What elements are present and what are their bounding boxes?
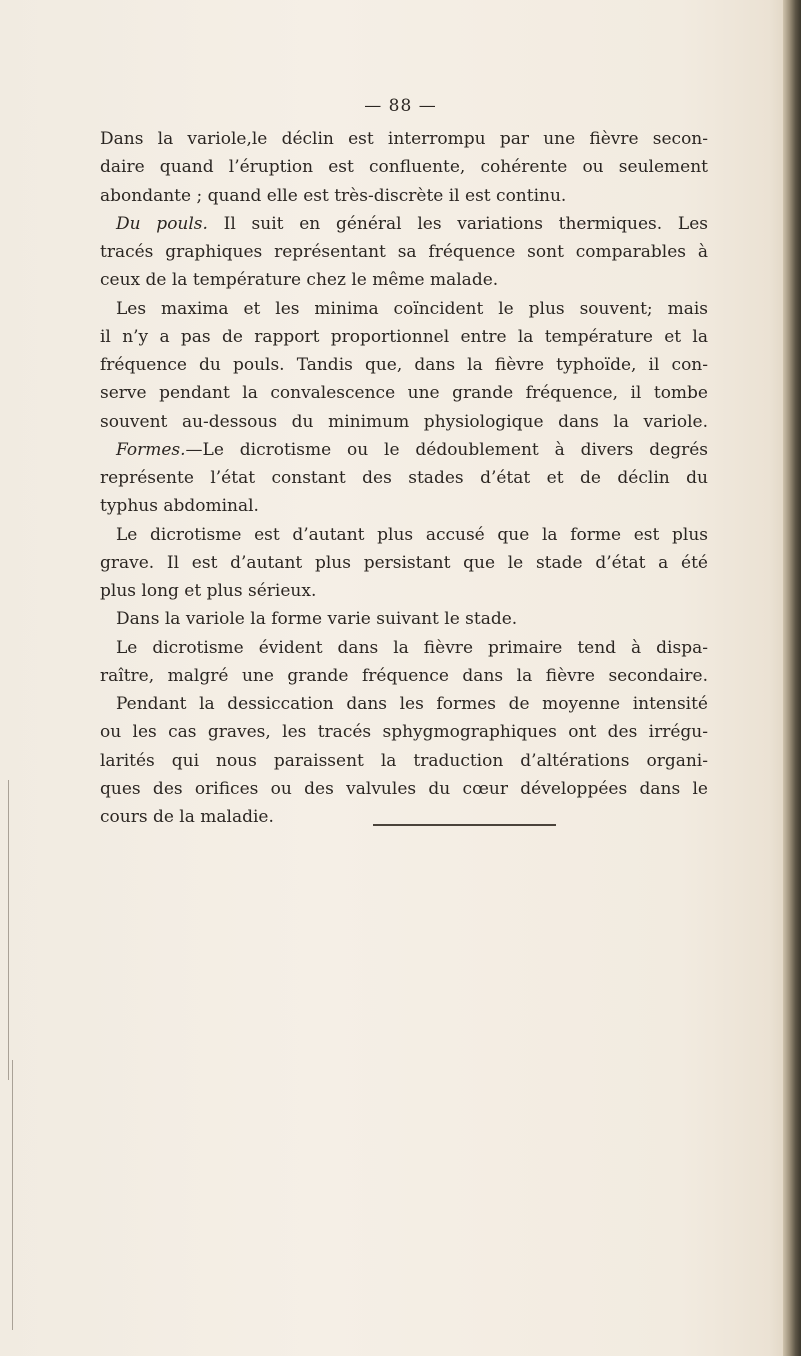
text-line [100, 549, 708, 577]
text-line-content: ques des orifices ou des valvules du cœur développées dans le [100, 778, 708, 799]
text-line-content: souvent au-dessous du minimum physiologique dans la variole. [100, 411, 708, 432]
text-line [100, 266, 708, 294]
text-line-content: ceux de la température chez le même malade. [100, 270, 499, 291]
text-line [100, 747, 708, 775]
text-line [100, 521, 708, 549]
text-line [100, 323, 708, 351]
text-line [100, 379, 708, 407]
text-line [100, 803, 708, 831]
text-line [100, 634, 708, 662]
text-line [100, 577, 708, 605]
text-line [100, 436, 708, 464]
text-line [100, 718, 708, 746]
text-line [100, 153, 708, 181]
text-line-content: fréquence du pouls. Tandis que, dans la fièvre typhoïde, il con- [100, 355, 708, 375]
text-line-content: Pendant la dessiccation dans les formes de moyenne intensité [116, 694, 708, 714]
text-line [100, 662, 708, 690]
text-line [100, 605, 708, 633]
text-line [100, 125, 708, 153]
section-divider-rule [373, 824, 556, 826]
text-line [100, 775, 708, 803]
text-line-content: abondante ; quand elle est très-discrète il est continu. [100, 185, 567, 206]
text-line-content: serve pendant la convalescence une grande fréquence, il tombe [100, 383, 708, 404]
text-line-content: plus long et plus sérieux. [100, 581, 317, 601]
page-number: — 88 — [364, 96, 437, 116]
text-line-content: Dans la variole,le déclin est interrompu par une fièvre secon- [100, 129, 708, 149]
text-line [100, 492, 708, 520]
text-line-content: daire quand l’éruption est confluente, cohérente ou seulement [100, 157, 708, 178]
text-line-content: cours de la maladie. [100, 807, 274, 827]
section-heading: Du pouls. [116, 213, 208, 234]
text-line [100, 690, 708, 718]
text-line [100, 210, 708, 238]
text-line-content: Les maxima et les minima coïncident le plus souvent; mais [116, 298, 708, 319]
text-line-content: raître, malgré une grande fréquence dans la fièvre secondaire. [100, 665, 708, 686]
text-line-content: Le dicrotisme est d’autant plus accusé que la forme est plus [116, 524, 708, 545]
text-line-content: Il suit en général les variations thermiques. Les [207, 213, 708, 234]
text-line [100, 351, 708, 379]
text-line-content: larités qui nous paraissent la traduction d’altérations organi- [100, 750, 708, 771]
page-binding-edge [783, 0, 801, 1356]
text-line [100, 464, 708, 492]
text-line [100, 408, 708, 436]
text-line-content: ou les cas graves, les tracés sphygmographiques ont des irrégu- [100, 722, 708, 743]
text-line [100, 295, 708, 323]
left-edge-mark [12, 1060, 13, 1330]
text-line-content: représente l’état constant des stades d’état et de déclin du [100, 468, 708, 488]
body-text [100, 125, 708, 831]
text-line-content: —Le dicrotisme ou le dédoublement à divers degrés [185, 439, 708, 460]
text-line-content: il n’y a pas de rapport proportionnel entre la température et la [100, 326, 708, 347]
section-heading: Formes. [116, 439, 186, 460]
left-edge-mark [8, 780, 9, 1080]
text-line [100, 182, 708, 210]
text-line-content: Dans la variole la forme varie suivant le stade. [116, 609, 518, 630]
text-line-content: Le dicrotisme évident dans la fièvre primaire tend à dispa- [116, 637, 708, 658]
text-line-content: tracés graphiques représentant sa fréquence sont comparables à [100, 242, 708, 262]
text-line-content: grave. Il est d’autant plus persistant que le stade d’état a été [100, 552, 708, 573]
text-line [100, 238, 708, 266]
text-line-content: typhus abdominal. [100, 496, 259, 517]
